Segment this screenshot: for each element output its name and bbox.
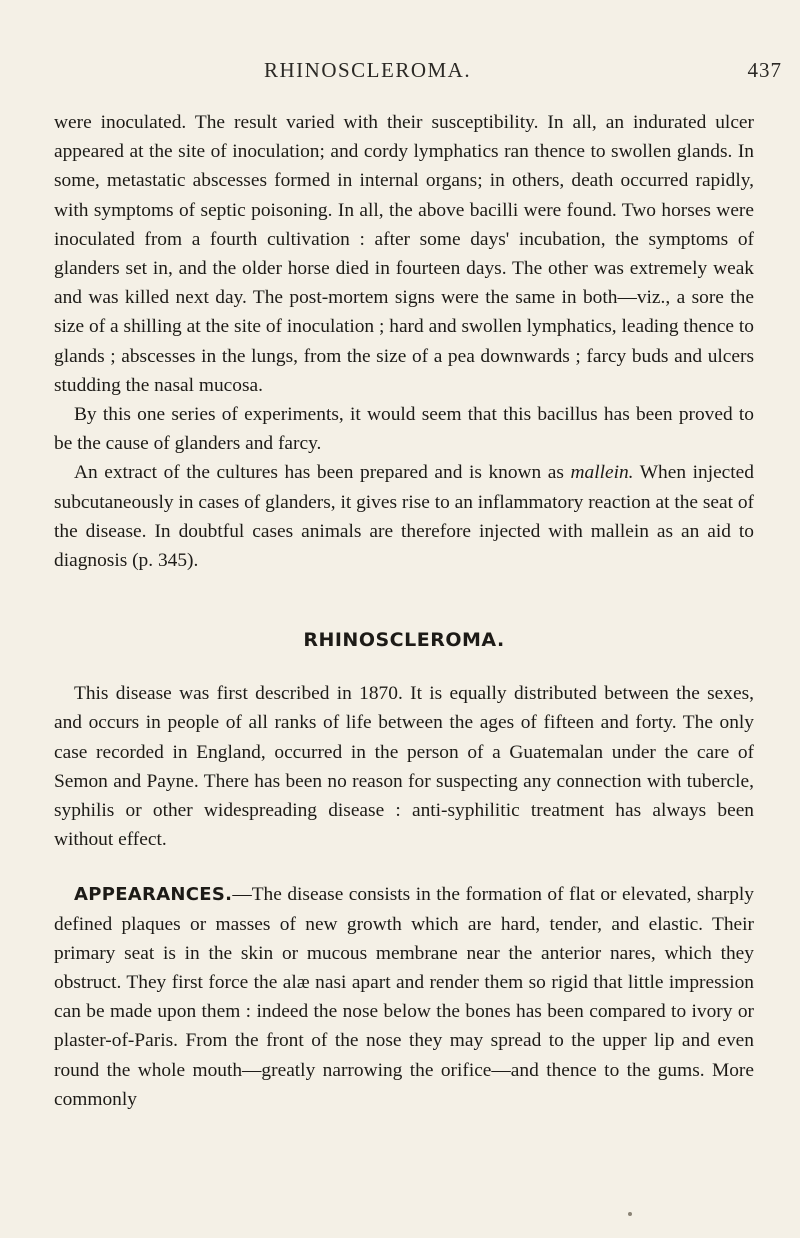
page-body bbox=[54, 108, 754, 1114]
running-header bbox=[54, 58, 782, 84]
print-speck bbox=[628, 1212, 632, 1216]
mallein-text-after: When injected subcutaneously in cases of glanders, it gives rise to an inflammatory reaction at the seat of the disease. In doubtful cases animals are therefore injected with mallein as an aid to diagnosis (p. 345). bbox=[54, 462, 755, 572]
running-title: RHINOSCLEROMA. bbox=[264, 58, 472, 82]
run-in-heading: APPEARANCES. bbox=[74, 884, 233, 906]
paragraph-rhinoscleroma-intro: This disease was first described in 1870. It is equally distributed between the sexes, and occurs in people of all ranks of life between the ages of fifteen and forty. The only case recorded in England, occurred in the person of a Guatemalan under the care of Semon and Payne. There has been no reason for suspecting any connection with tubercle, syphilis or other widespreading disease : anti-syphilitic treatment has always been without effect. bbox=[54, 683, 754, 851]
section-heading: RHINOSCLEROMA. bbox=[303, 629, 505, 652]
paragraph-mallein bbox=[54, 458, 754, 575]
paragraph-continued: were inoculated. The result varied with their susceptibility. In all, an indurated ulcer appeared at the site of inoculation; and cordy lymphatics ran thence to swollen glands. In some, metastatic abscesses formed in internal organs; in others, death occurred rapidly, with symptoms of septic poisoning. In all, the above bacilli were found. Two horses were inoculated from a fourth cultivation : after some days' incubation, the symptoms of glanders set in, and the older horse died in fourteen days. The other was extremely weak and was killed next day. The post-mortem signs were the same in both—viz., a sore the size of a shilling at the site of inoculation ; hard and swollen lymphatics, leading thence to glands ; abscesses in the lungs, from the size of a pea downwards ; farcy buds and ulcers studding the nasal mucosa. bbox=[54, 112, 754, 396]
mallein-term: mallein. bbox=[570, 462, 634, 484]
page-number: 437 bbox=[747, 58, 782, 82]
mallein-text-before: An extract of the cultures has been prepared and is known as bbox=[74, 462, 564, 484]
paragraph-spacer bbox=[54, 854, 754, 880]
paragraph-experiments: By this one series of experiments, it would seem that this bacillus has been proved to be the cause of glanders and farcy. bbox=[54, 404, 754, 455]
appearances-text: —The disease consists in the formation of flat or elevated, sharply defined plaques or masses of new growth which are hard, tender, and elastic. Their primary seat is in the skin or mucous membrane near the anterior nares, which they obstruct. They first force the alæ nasi apart and render them so rigid that little impression can be made upon them : indeed the nose below the bones has been compared to ivory or plaster-of-Paris. From the front of the nose they may spread to the upper lip and even round the whole mouth—greatly narrowing the orifice—and thence to the gums. More commonly bbox=[54, 884, 754, 1110]
paragraph-appearances bbox=[54, 880, 754, 1114]
